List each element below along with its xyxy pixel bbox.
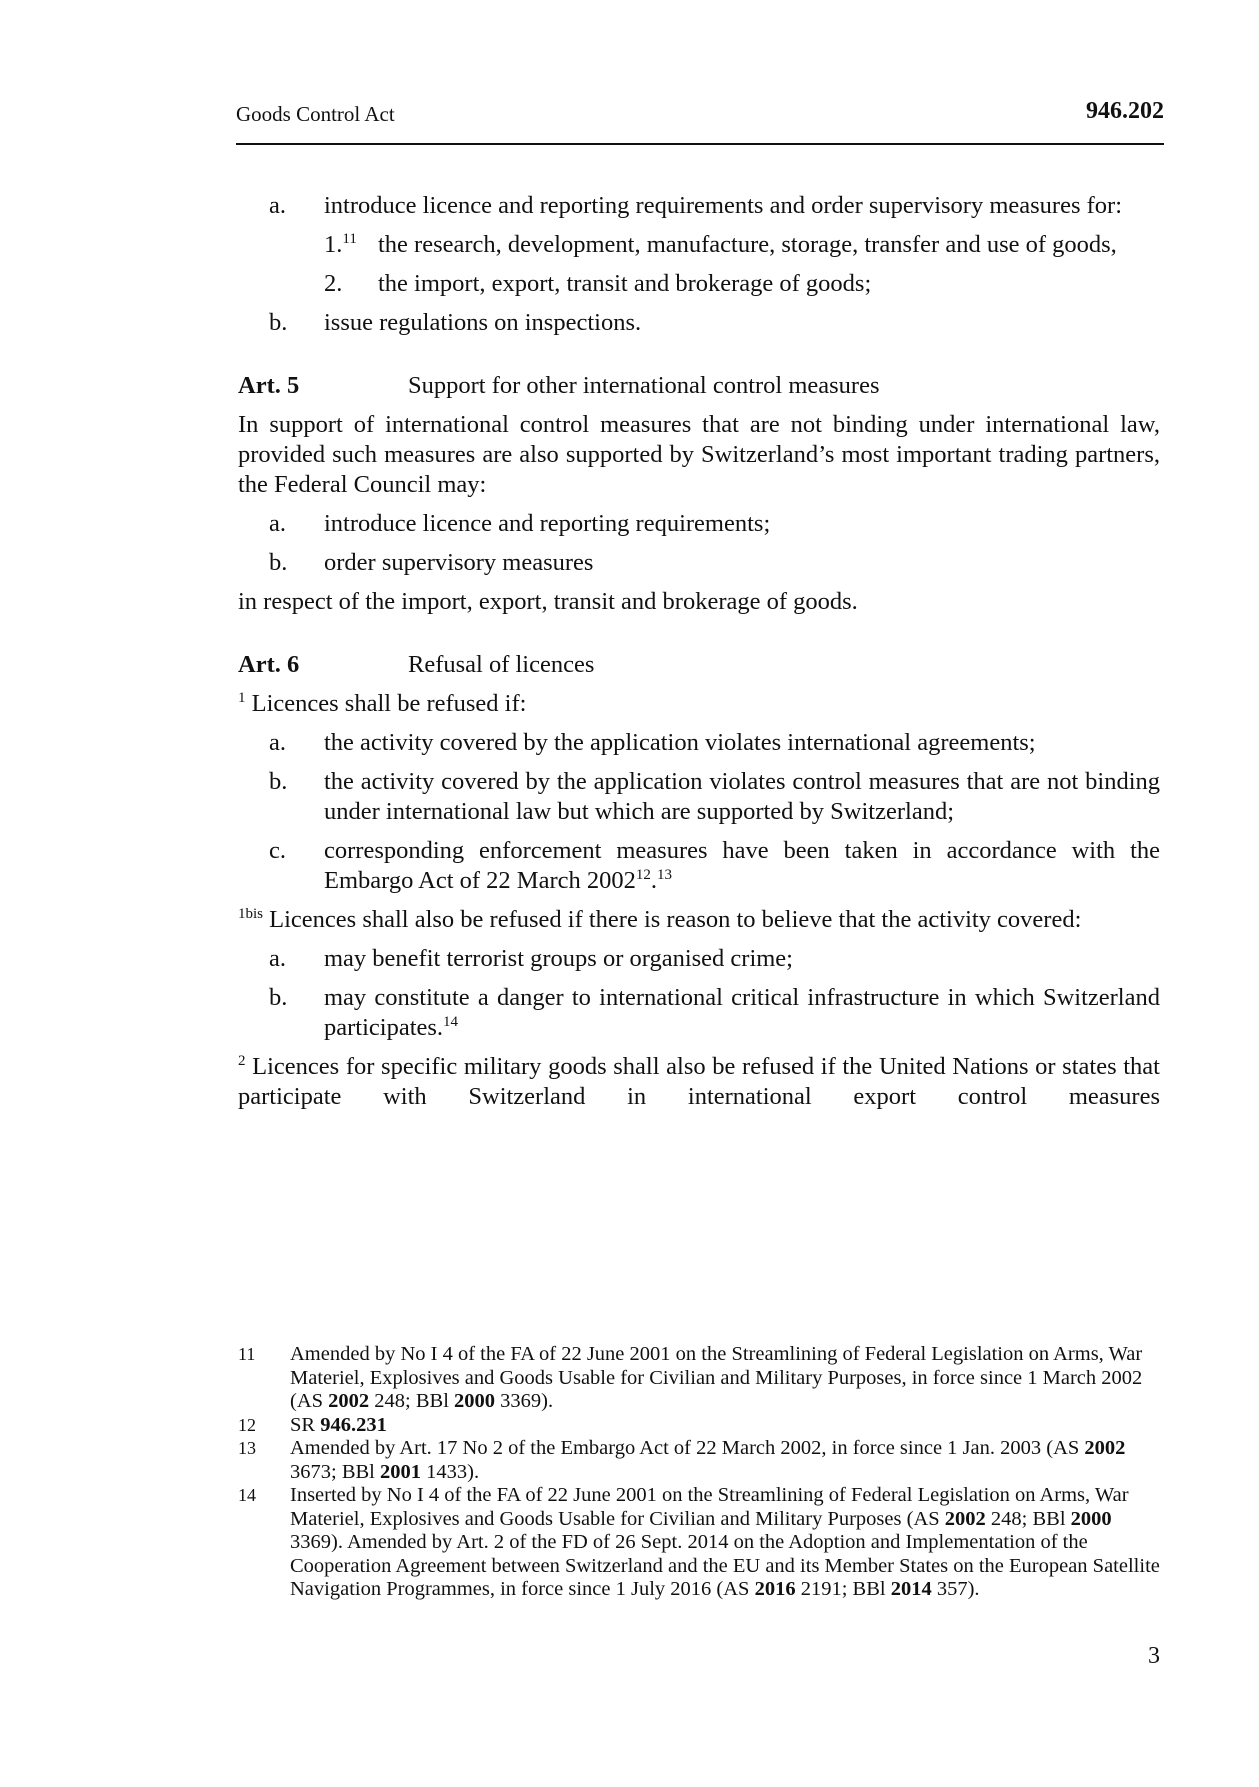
footnote-ref-14: 14 — [443, 1014, 459, 1030]
item-label: b. — [269, 549, 288, 576]
sub-item-label: 2. — [324, 270, 343, 297]
header-title: Goods Control Act — [236, 102, 395, 126]
article-number: Art. 5 — [238, 372, 300, 399]
page-number: 3 — [1148, 1643, 1160, 1669]
art6-para-1bis: $^{1bis}$ Licences shall also be refused if there is reason to believe that the activity covered: — [238, 906, 1082, 933]
header-rule — [236, 143, 1164, 145]
item-label: b. — [269, 309, 288, 336]
article-number: Art. 6 — [238, 651, 300, 678]
footnote-ref-12: 12 — [635, 867, 651, 883]
footnote-number: 12 — [238, 1414, 256, 1435]
item-text: corresponding enforcement measures have been taken in accordance with the Embargo Act of 22 March 2002$^{12}$.$^{13}$ — [324, 837, 1160, 894]
art6-para-2: $^2$ Licences for specific military goods shall also be refused if the United Nations or states that participate with Switzerland in international export control measures — [238, 1053, 1160, 1110]
footnote-13 — [238, 1437, 1160, 1484]
footnotes — [238, 1343, 1160, 1602]
paragraph-number: 1 — [238, 690, 246, 706]
art6-p1-item-b — [238, 767, 1160, 827]
art4-item-a2 — [238, 269, 1160, 299]
art4-item-a1 — [238, 230, 1160, 260]
item-label: a. — [269, 729, 286, 756]
footnote-text: Amended by Art. 17 No 2 of the Embargo Act of 22 March 2002, in force since 1 Jan. 2003 (AS 2002 3673; BBl 2001 1433). — [290, 1437, 1126, 1483]
art5-intro: In support of international control measures that are not binding under international law, provided such measures are also supported by Switzerland’s most important trading partners, the Federal Council may: — [238, 411, 1160, 498]
footnote-14 — [238, 1484, 1160, 1602]
item-text: may benefit terrorist groups or organised crime; — [324, 945, 793, 972]
art4-item-a — [238, 191, 1160, 221]
footnote-number: 11 — [238, 1344, 256, 1364]
paragraph-number: 1bis — [238, 906, 264, 922]
item-text: order supervisory measures — [324, 549, 594, 576]
art6-p1bis-item-a — [238, 944, 1160, 974]
art6-p1-item-a — [238, 728, 1160, 758]
item-text: issue regulations on inspections. — [324, 309, 642, 336]
footnote-11 — [238, 1343, 1160, 1414]
sub-item-label: 1.11 — [324, 231, 357, 258]
art5-outro: in respect of the import, export, transit and brokerage of goods. — [238, 588, 858, 615]
running-header — [236, 98, 1164, 138]
sub-item-text: the import, export, transit and brokerage of goods; — [378, 270, 872, 297]
art6-heading — [238, 650, 1160, 680]
item-label: a. — [269, 510, 286, 537]
article-title: Refusal of licences — [408, 651, 595, 678]
footnote-number: 14 — [238, 1485, 256, 1505]
art5-item-a — [238, 509, 1160, 539]
art5-item-b — [238, 548, 1160, 578]
item-text: introduce licence and reporting requirements and order supervisory measures for: — [324, 192, 1122, 219]
art6-p1bis-item-b — [238, 983, 1160, 1043]
item-label: a. — [269, 945, 286, 972]
paragraph-number: 2 — [238, 1053, 246, 1069]
item-text: the activity covered by the application violates control measures that are not binding under international law but which are supported by Switzerland; — [324, 768, 1160, 825]
item-text: may constitute a danger to international critical infrastructure in which Switzerland participates.$^{14}$ — [324, 984, 1160, 1041]
item-text: the activity covered by the application violates international agreements; — [324, 729, 1036, 756]
header-sr-number: 946.202 — [1086, 98, 1164, 124]
sub-item-text: the research, development, manufacture, storage, transfer and use of goods, — [378, 231, 1117, 258]
footnote-text: Inserted by No I 4 of the FA of 22 June 2001 on the Streamlining of Federal Legislation on Arms, War Materiel, Explosives and Goods Usable for Civilian and Military Purposes (AS 2002 248; BBl 2000 3369). Amended by Art. 2 of the FD of 26 Sept. 2014 on the Adoption and Implementation of the Cooperation Agreement between Switzerland and the EU and its Member States on the European Satellite Navigation Programmes, in force since 1 July 2016 (AS 2016 2191; BBl 2014 357). — [290, 1484, 1160, 1600]
footnote-text: SR 946.231 — [290, 1413, 387, 1436]
footnote-text: Amended by No I 4 of the FA of 22 June 2001 on the Streamlining of Federal Legislation on Arms, War Materiel, Explosives and Goods Usable for Civilian and Military Purposes, in force since 1 March 2002 (AS 2002 248; BBl 2000 3369). — [290, 1343, 1143, 1412]
article-title: Support for other international control measures — [408, 372, 880, 399]
item-label: c. — [269, 837, 286, 864]
item-label: a. — [269, 192, 286, 219]
footnote-ref-13: 13 — [657, 867, 672, 883]
art6-p1-item-c — [238, 836, 1160, 896]
footnote-ref-11: 11 — [342, 231, 357, 247]
item-label: b. — [269, 984, 288, 1011]
footnote-number: 13 — [238, 1438, 256, 1458]
item-label: b. — [269, 768, 288, 795]
main-text — [238, 191, 1160, 1112]
art6-para-1: $^1$ Licences shall be refused if: — [238, 690, 527, 717]
art5-heading — [238, 371, 1160, 401]
art4-item-b — [238, 308, 1160, 338]
item-text: introduce licence and reporting requirements; — [324, 510, 771, 537]
footnote-12 — [238, 1414, 1160, 1438]
